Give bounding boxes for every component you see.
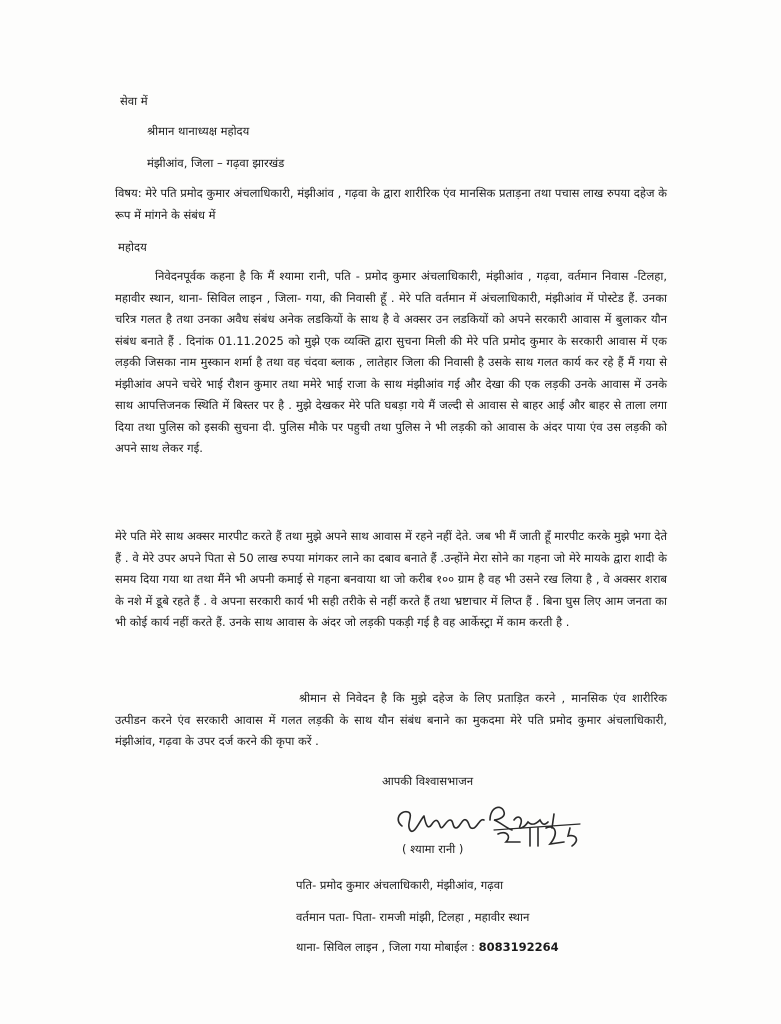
address-line: वर्तमान पता- पिता- रामजी मांझी, टिलहा , महावीर स्थान bbox=[296, 910, 530, 924]
salutation-to: सेवा में bbox=[120, 94, 148, 108]
paragraph-incident: निवेदनपूर्वक कहना है कि मैं श्यामा रानी, पति - प्रमोद कुमार अंचलाधिकारी, मंझीआंव , गढ़वा, वर्तमान निवास -टिलहा, महावीर स्थान, थाना- सिविल लाइन , जिला- गया, की निवासी हूँ . मेरे पति वर्तमान में अंचलाधिकारी, मंझीआंव में पोस्टेड हैं. उनका चरित्र गलत है तथा उनका अवैध संबंध अनेक लडकियों के साथ है वे अक्सर उन लडकियों को अपने सरकारी आवास में बुलाकर यौन संबंध बनाते हैं . दिनांक 01.11.2025 को मुझे एक व्यक्ति द्वारा सुचना मिली की मेरे पति प्रमोद कुमार के सरकारी आवास में एक लड़की जिसका नाम मुस्कान शर्मा है तथा वह चंदवा ब्लाक , लातेहार जिला की निवासी है उसके साथ गलत कार्य कर रहे हैं मैं गया से मंझीआंव अपने चचेरे भाई रौशन कुमार तथा ममेरे भाई राजा के साथ मंझीआंव गई और देखा की एक लड़की उनके आवास में उनके साथ आपत्तिजनक स्थिति में बिस्तर पर है . मुझे देखकर मेरे पति घबड़ा गये मैं जल्दी से आवास से बाहर आई और बाहर से ताला लगा दिया तथा पुलिस को इसकी सुचना दी. पुलिस मौके पर पहुची तथा पुलिस ने भी लड़की को आवास के अंदर पाया एंव उस लड़की को अपने साथ लेकर गई. bbox=[115, 269, 667, 455]
mobile-number: 8083192264 bbox=[478, 940, 559, 954]
handwritten-signature bbox=[380, 790, 610, 850]
police-station-line bbox=[296, 940, 559, 954]
recipient-title: श्रीमान थानाध्यक्ष महोदय bbox=[147, 124, 250, 138]
paragraph-request: श्रीमान से निवेदन है कि मुझे दहेज के लिए प्रताड़ित करने , मानसिक एंव शारीरिक उत्पीडन करने एंव सरकारी आवास में गलत लड़की के साथ यौन संबंध बनाने का मुकदमा मेरे पति प्रमोद कुमार अंचलाधिकारी, मंझीआंव, गढ़वा के उपर दर्ज करने की कृपा करें . bbox=[115, 691, 667, 748]
husband-line: पति- प्रमोद कुमार अंचलाधिकारी, मंझीआंव, गढ़वा bbox=[296, 878, 504, 892]
recipient-place: मंझीआंव, जिला – गढ़वा झारखंड bbox=[147, 156, 285, 170]
greeting: महोदय bbox=[118, 240, 147, 254]
signature-name: ( श्यामा रानी ) bbox=[402, 842, 464, 856]
signature-block bbox=[380, 790, 610, 870]
police-station-text: थाना- सिविल लाइन , जिला गया मोबाईल : bbox=[296, 940, 479, 954]
subject-line: विषय: मेरे पति प्रमोद कुमार अंचलाधिकारी, मंझीआंव , गढ़वा के द्वारा शारीरिक एंव मानसिक प्रताड़ना तथा पचास लाख रुपया दहेज के रूप में मांगने के संबंध में bbox=[115, 186, 667, 222]
paragraph-harassment: मेरे पति मेरे साथ अक्सर मारपीट करते हैं तथा मुझे अपने साथ आवास में रहने नहीं देते. जब भी मैं जाती हूँ मारपीट करके मुझे भगा देते हैं . वे मेरे उपर अपने पिता से 50 लाख रुपया मांगकर लाने का दबाव बनाते हैं .उन्होंने मेरा सोने का गहना जो मेरे मायके द्वारा शादी के समय दिया गया था तथा मैंने भी अपनी कमाई से गहना बनवाया था जो करीब १०० ग्राम है वह भी उसने रख लिया है , वे अक्सर शराब के नशे में डूबे रहते हैं . वे अपना सरकारी कार्य भी सही तरीके से नहीं करते हैं तथा भ्रष्टाचार में लिप्त हैं . बिना घुस लिए आम जनता का भी कोई कार्य नहीं करते हैं. उनके साथ आवास के अंदर जो लड़की पकड़ी गई है वह आर्केस्ट्रा में काम करती है . bbox=[115, 529, 667, 629]
closing: आपकी विश्वासभाजन bbox=[382, 774, 474, 788]
